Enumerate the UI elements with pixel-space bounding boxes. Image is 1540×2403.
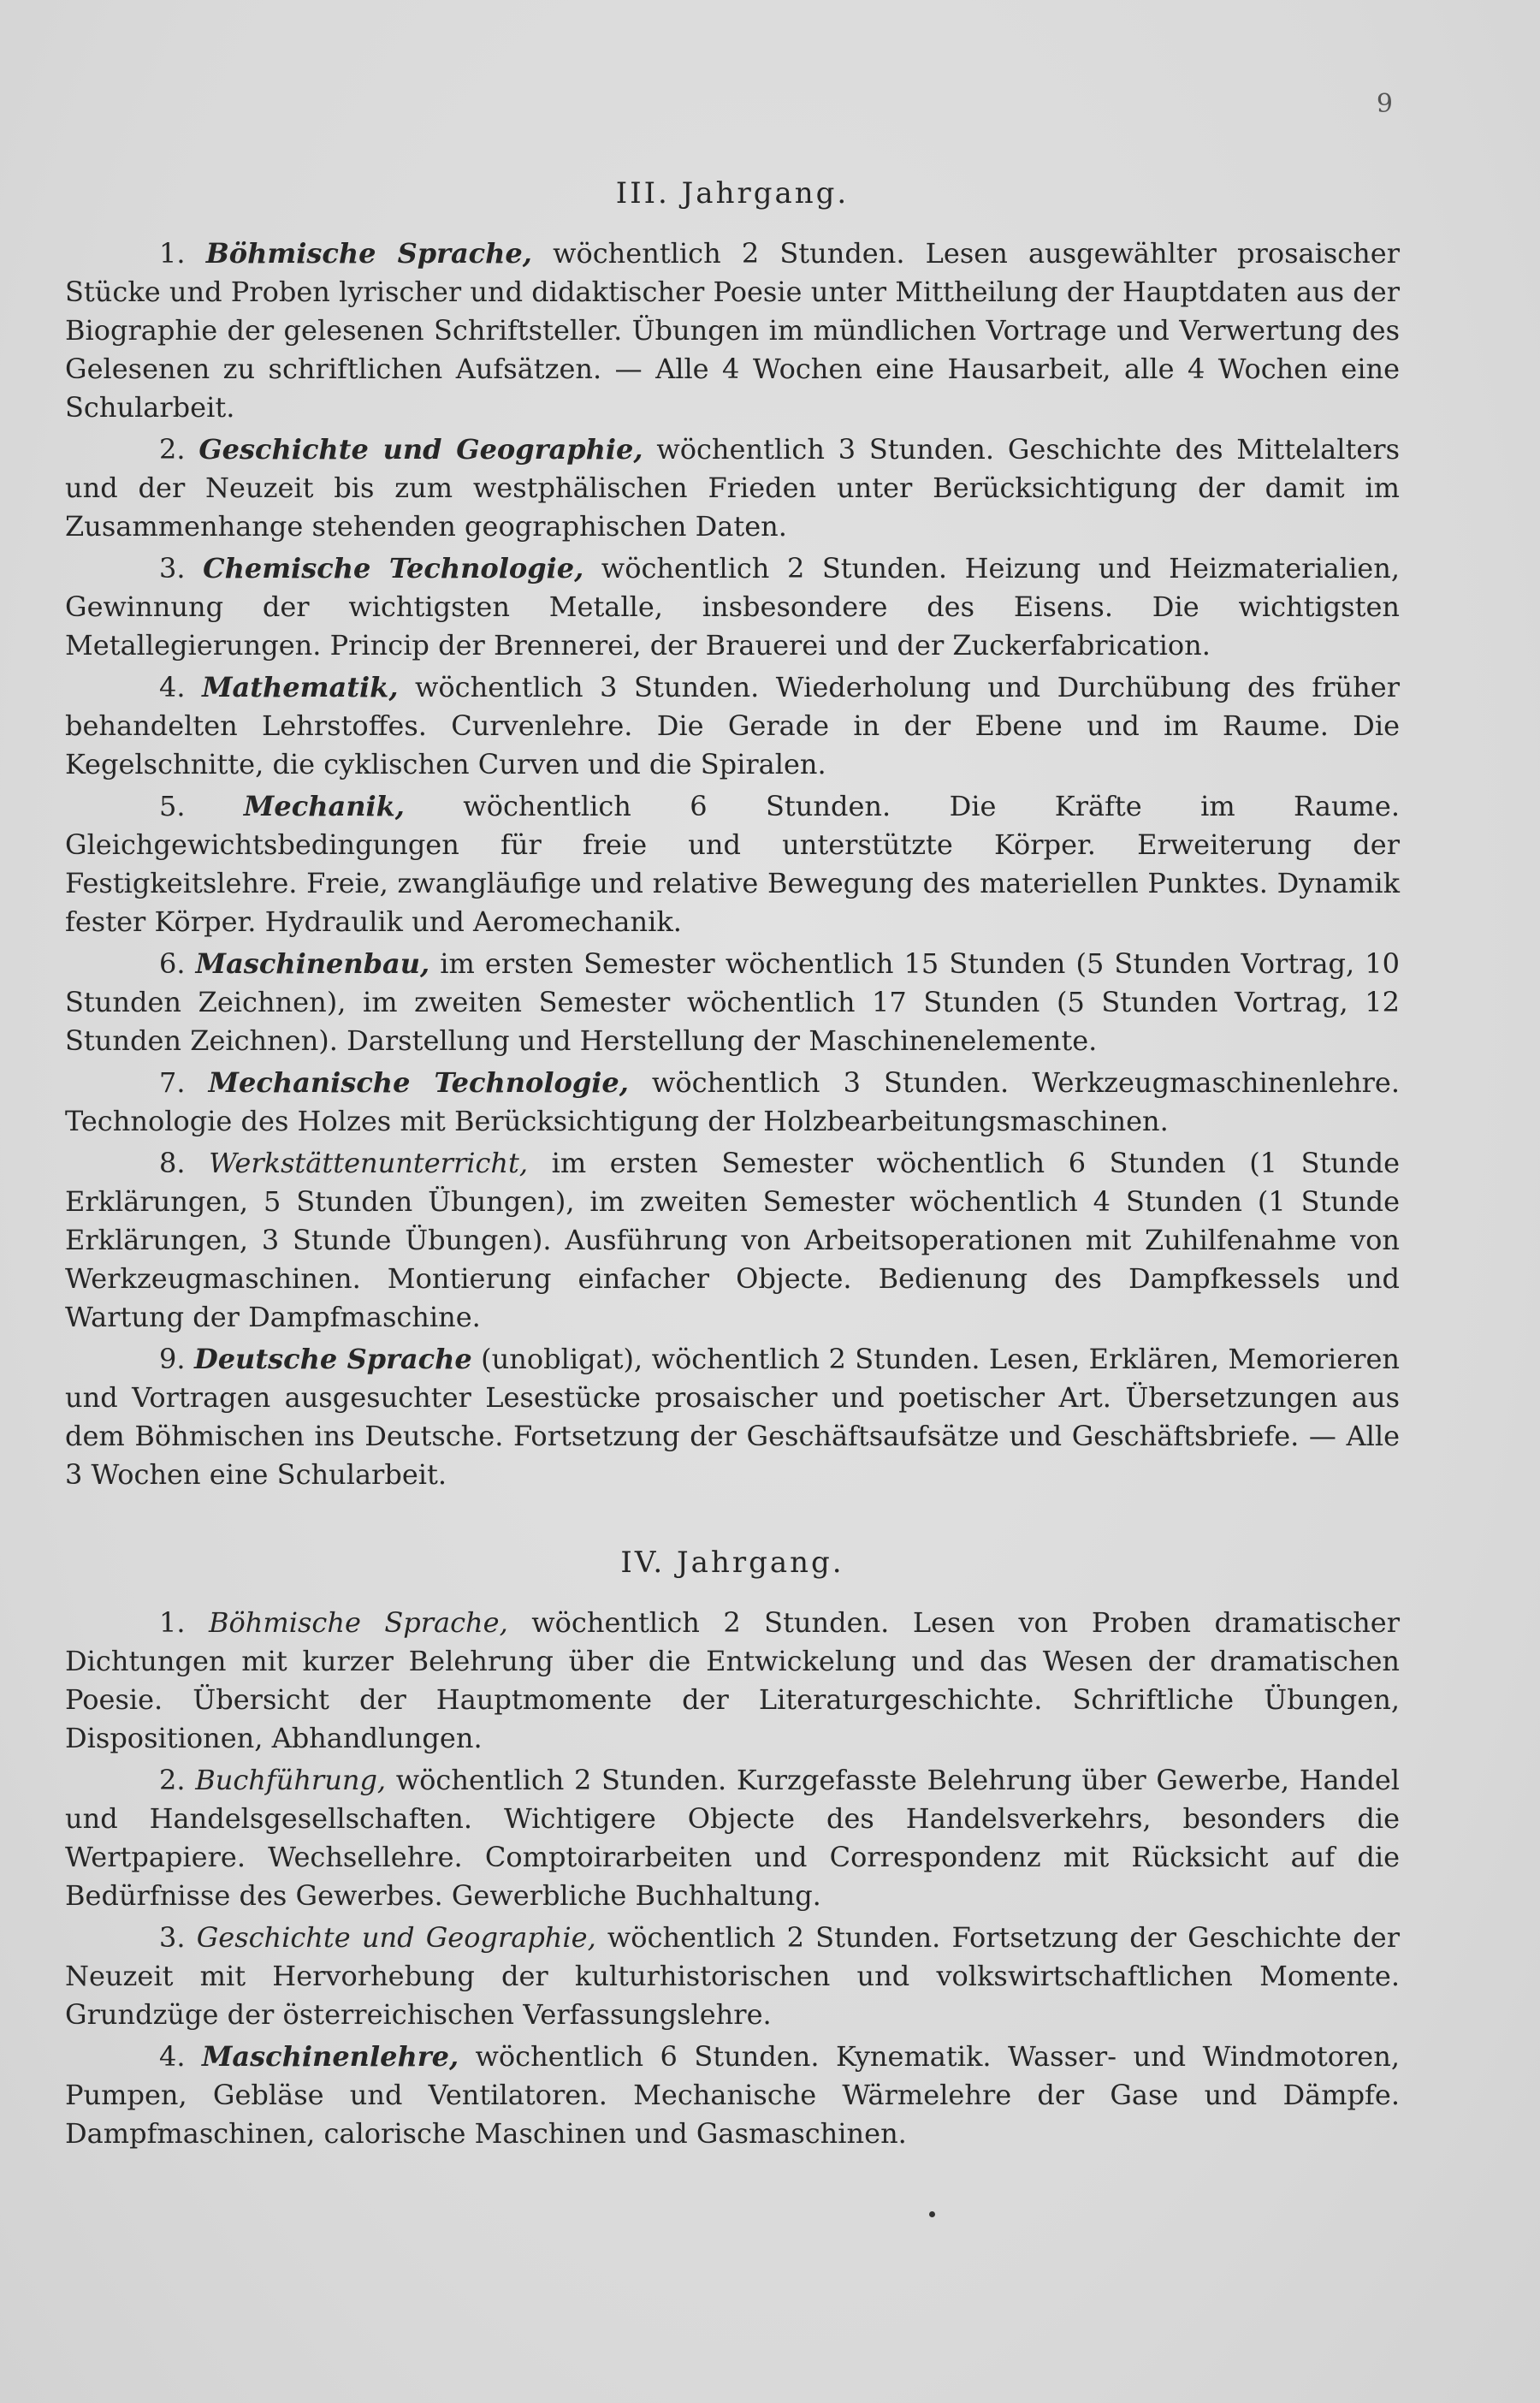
paragraph-item bbox=[65, 549, 1400, 665]
item-subject: Buchführung, bbox=[195, 1764, 387, 1796]
item-number: 5. bbox=[159, 790, 186, 822]
paragraph-item bbox=[65, 2038, 1400, 2153]
item-number: 7. bbox=[159, 1066, 186, 1099]
item-text: wöchentlich 2 Stunden. Lesen ausgewählter prosaischer Stücke und Proben lyrischer und didaktischer Poesie unter Mittheilung der Hauptdaten aus der Biographie der gelesenen Schriftsteller. Übungen im mündlichen Vortrage und Verwertung des Gelesenen zu schriftlichen Aufsätzen. — Alle 4 Wochen eine Hausarbeit, alle 4 Wochen eine Schularbeit. bbox=[65, 237, 1401, 424]
paragraph-item bbox=[65, 945, 1400, 1060]
ink-spot bbox=[929, 2211, 935, 2217]
item-number: 9. bbox=[159, 1343, 186, 1375]
item-number: 8. bbox=[159, 1147, 186, 1179]
item-text: wöchentlich 2 Stunden. Heizung und Heizmaterialien, Gewinnung der wichtigsten Metalle, insbesondere des Eisens. Die wichtigsten Metallegierungen. Princip der Brennerei, der Brauerei und der Zuckerfabrication. bbox=[65, 552, 1401, 662]
item-subject: Chemische Technologie, bbox=[203, 552, 584, 584]
item-text: wöchentlich 6 Stunden. Kynematik. Wasser- und Windmotoren, Pumpen, Gebläse und Ventilatoren. Mechanische Wärmelehre der Gase und Dämpfe. Dampfmaschinen, calorische Maschinen und Gasmaschinen. bbox=[65, 2040, 1401, 2150]
item-text: wöchentlich 3 Stunden. Werkzeugmaschinenlehre. Technologie des Holzes mit Berücksichtigung der Holzbearbeitungsmaschinen. bbox=[65, 1066, 1401, 1137]
paragraph-item bbox=[65, 1340, 1400, 1494]
item-number: 1. bbox=[159, 1606, 186, 1639]
section-title-iv: IV. Jahrgang. bbox=[620, 1546, 844, 1580]
item-text: wöchentlich 2 Stunden. Fortsetzung der Geschichte der Neuzeit mit Hervorhebung der kulturhistorischen und volkswirtschaftlichen Momente. Grundzüge der österreichischen Verfassungslehre. bbox=[65, 1921, 1401, 2031]
item-subject: Böhmische Sprache, bbox=[209, 1606, 508, 1639]
item-number: 6. bbox=[159, 947, 186, 980]
item-text: wöchentlich 2 Stunden. Lesen von Proben dramatischer Dichtungen mit kurzer Belehrung über die Entwickelung und das Wesen der dramatischen Poesie. Übersicht der Hauptmomente der Literaturgeschichte. Schriftliche Übungen, Dispositionen, Abhandlungen. bbox=[65, 1606, 1401, 1754]
item-subject: Mechanik, bbox=[243, 790, 405, 822]
item-text: wöchentlich 3 Stunden. Geschichte des Mittelalters und der Neuzeit bis zum westphälischen Frieden unter Berücksichtigung der damit im Zusammenhange stehenden geographischen Daten. bbox=[65, 433, 1401, 543]
page-content bbox=[65, 176, 1400, 2157]
item-subject: Deutsche Sprache bbox=[193, 1343, 472, 1375]
item-text: wöchentlich 6 Stunden. Die Kräfte im Raume. Gleichgewichtsbedingungen für freie und unterstützte Körper. Erweiterung der Festigkeitslehre. Freie, zwangläufige und relative Bewegung des materiellen Punktes. Dynamik fester Körper. Hydraulik und Aeromechanik. bbox=[65, 790, 1401, 938]
item-text: wöchentlich 2 Stunden. Kurzgefasste Belehrung über Gewerbe, Handel und Handelsgesellschaften. Wichtigere Objecte des Handelsverkehrs, besonders die Wertpapiere. Wechsellehre. Comptoirarbeiten und Correspondenz mit Rücksicht auf die Bedürfnisse des Gewerbes. Gewerbliche Buchhaltung. bbox=[65, 1764, 1401, 1912]
item-subject: Maschinenbau, bbox=[195, 947, 430, 980]
item-number: 4. bbox=[159, 671, 186, 703]
item-number: 2. bbox=[159, 433, 186, 466]
page-number: 9 bbox=[1376, 89, 1393, 119]
item-subject: Geschichte und Geographie, bbox=[198, 433, 643, 466]
item-text: wöchentlich 3 Stunden. Wiederholung und Durchübung des früher behandelten Lehrstoffes. Curvenlehre. Die Gerade in der Ebene und im Raume. Die Kegelschnitte, die cyklischen Curven und die Spiralen. bbox=[65, 671, 1401, 780]
item-text: im ersten Semester wöchentlich 6 Stunden (1 Stunde Erklärungen, 5 Stunden Übungen), im zweiten Semester wöchentlich 4 Stunden (1 Stunde Erklärungen, 3 Stunde Übungen). Ausführung von Arbeitsoperationen mit Zuhilfenahme von Werkzeugmaschinen. Montierung einfacher Objecte. Bedienung des Dampfkessels und Wartung der Dampfmaschine. bbox=[65, 1147, 1401, 1333]
paragraph-item bbox=[65, 668, 1400, 784]
item-subject: Mechanische Technologie, bbox=[208, 1066, 629, 1099]
item-subject: Maschinenlehre, bbox=[201, 2040, 459, 2073]
paragraph-item bbox=[65, 234, 1400, 427]
item-subject: Mathematik, bbox=[202, 671, 399, 703]
paragraph-item bbox=[65, 1144, 1400, 1337]
paragraph-item bbox=[65, 787, 1400, 941]
paragraph-item bbox=[65, 1919, 1400, 2034]
item-number: 2. bbox=[159, 1764, 186, 1796]
item-subject: Geschichte und Geographie, bbox=[196, 1921, 596, 1954]
paragraph-item bbox=[65, 430, 1400, 546]
paragraph-item bbox=[65, 1064, 1400, 1141]
paragraph-item bbox=[65, 1761, 1400, 1915]
item-number: 1. bbox=[159, 237, 186, 270]
paragraph-item bbox=[65, 1604, 1400, 1758]
item-subject: Werkstättenunterricht, bbox=[209, 1147, 529, 1179]
item-number: 3. bbox=[159, 552, 186, 584]
item-subject: Böhmische Sprache, bbox=[205, 237, 532, 270]
item-text: im ersten Semester wöchentlich 15 Stunden (5 Stunden Vortrag, 10 Stunden Zeichnen), im zweiten Semester wöchentlich 17 Stunden (5 Stunden Vortrag, 12 Stunden Zeichnen). Darstellung und Herstellung der Maschinenelemente. bbox=[65, 947, 1401, 1057]
item-number: 4. bbox=[159, 2040, 186, 2073]
section-title-iii: III. Jahrgang. bbox=[615, 176, 850, 211]
item-number: 3. bbox=[159, 1921, 186, 1954]
item-text: (unobligat), wöchentlich 2 Stunden. Lesen, Erklären, Memorieren und Vortragen ausgesuchter Lesestücke prosaischer und poetischer Art. Übersetzungen aus dem Böhmischen ins Deutsche. Fortsetzung der Geschäftsaufsätze und Geschäftsbriefe. — Alle 3 Wochen eine Schularbeit. bbox=[65, 1343, 1401, 1491]
